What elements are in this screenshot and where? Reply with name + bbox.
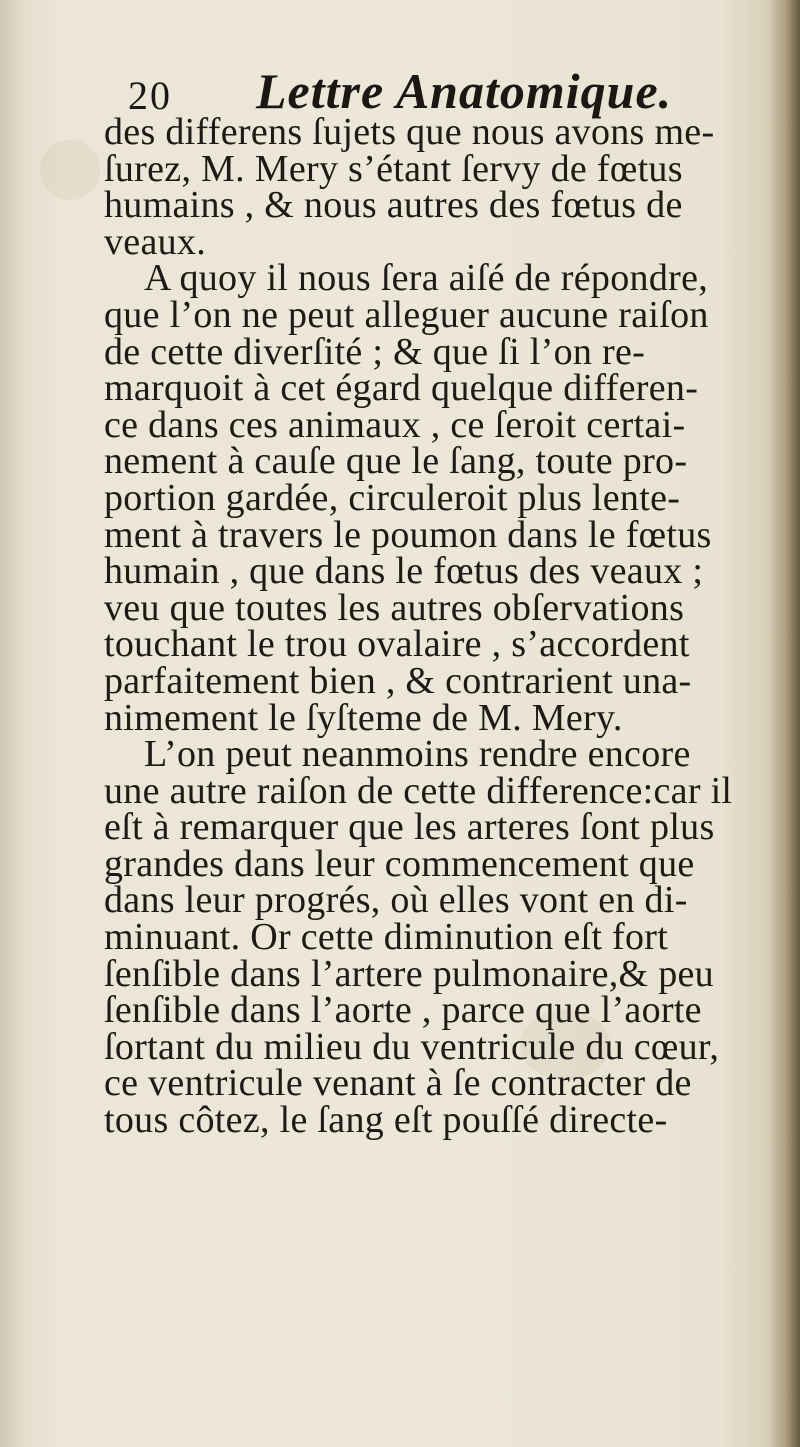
- text-line: nimement le ſyſteme de M. Mery.: [104, 696, 623, 739]
- text-line: que l’on ne peut alleguer aucune raiſon: [104, 293, 709, 336]
- text-line: portion gardée, circuleroit plus lente-: [104, 476, 681, 519]
- text-line: dans leur progrés, où elles vont en di-: [104, 879, 688, 922]
- text-line: parfaitement bien , & contrarient una-: [104, 659, 692, 702]
- text-line: marquoit à cet égard quelque differen-: [104, 367, 699, 410]
- text-line: de cette diverſité ; & que ſi l’on re-: [104, 330, 646, 373]
- binding-shadow: [766, 0, 800, 1447]
- paragraph-first-line: L’on peut neanmoins rendre encore: [144, 733, 691, 776]
- running-title: Lettre Anatomique.: [256, 63, 673, 119]
- paragraph-first-line: A quoy il nous ſera aiſé de répondre,: [144, 257, 709, 300]
- text-line: touchant le trou ovalaire , s’accordent: [104, 623, 690, 666]
- text-line: grandes dans leur commencement que: [104, 842, 695, 885]
- text-line: minuant. Or cette diminution eſt fort: [104, 916, 669, 959]
- text-line: ce dans ces animaux , ce ſeroit certai-: [104, 403, 686, 446]
- text-line: eſt à remarquer que les arteres ſont plus: [104, 806, 715, 849]
- text-line: humains , & nous autres des fœtus de: [104, 184, 683, 227]
- text-line: veaux.: [104, 220, 207, 263]
- text-line: ſortant du milieu du ventricule du cœur,: [104, 1025, 720, 1068]
- text-line: ſurez, M. Mery s’étant ſervy de fœtus: [104, 147, 683, 190]
- page-number: 20: [128, 73, 172, 118]
- text-line: tous côtez, le ſang eſt pouſſé directe-: [104, 1099, 668, 1142]
- page-header: [128, 58, 748, 118]
- text-line: ment à travers le poumon dans le fœtus: [104, 513, 712, 556]
- text-line: ce ventricule venant à ſe contracter de: [104, 1062, 692, 1105]
- text-line: ſenſible dans l’artere pulmonaire,& peu: [104, 952, 714, 995]
- text-line: humain , que dans le fœtus des veaux ;: [104, 550, 704, 593]
- text-line: nement à cauſe que le ſang, toute pro-: [104, 440, 688, 483]
- text-line: des differens ſujets que nous avons me-: [104, 111, 715, 153]
- body-text: [104, 111, 764, 1142]
- text-line: ſenſible dans l’aorte , parce que l’aorte: [104, 989, 702, 1032]
- text-line: une autre raiſon de cette difference:car il: [104, 769, 733, 812]
- text-line: veu que toutes les autres obſervations: [104, 586, 685, 629]
- paper-stain: [40, 140, 100, 200]
